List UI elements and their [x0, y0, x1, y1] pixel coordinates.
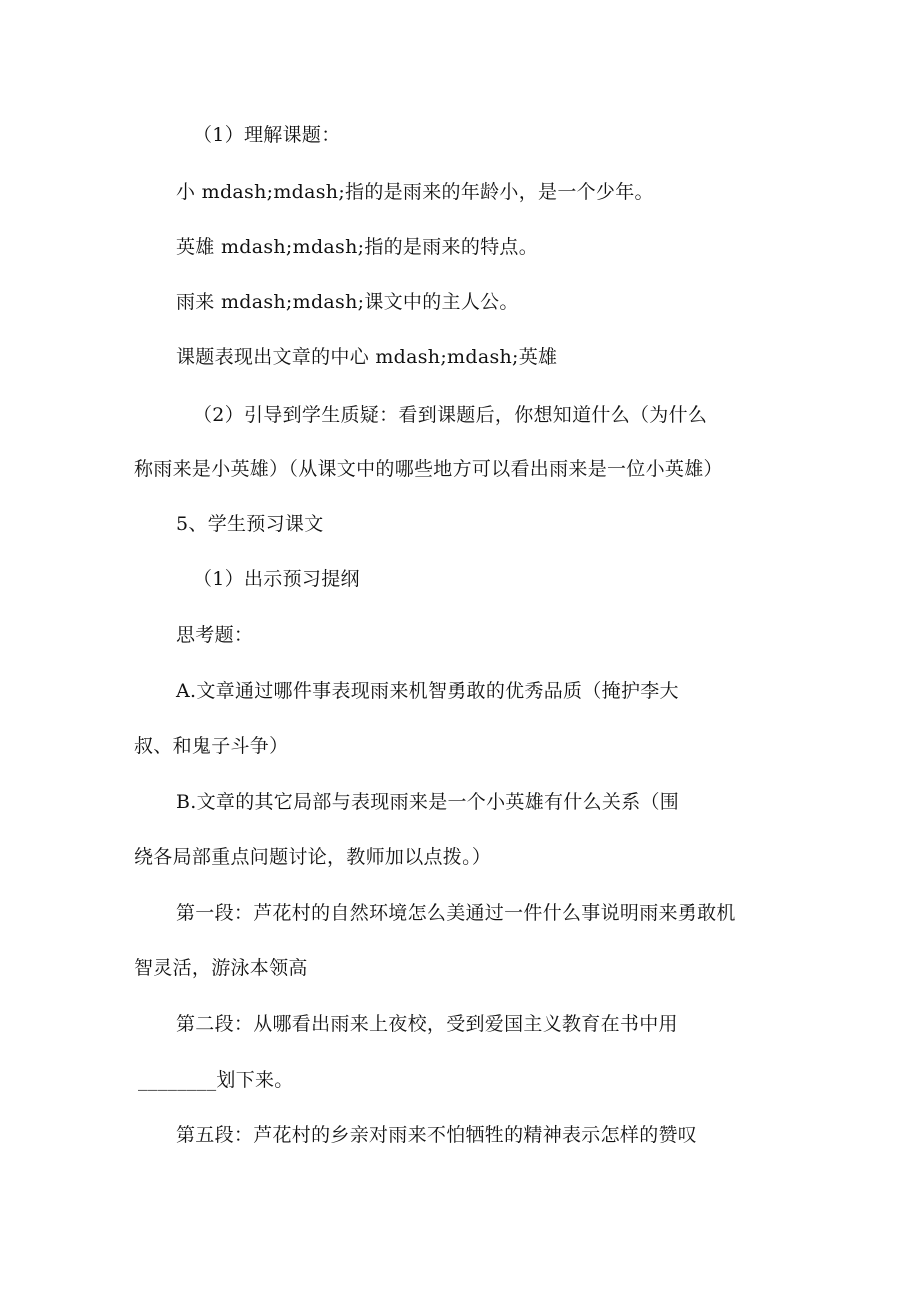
text-line: 课题表现出文章的中心 mdash;mdash;英雄: [176, 346, 558, 368]
text-line: （1）出示预习提纲: [193, 568, 360, 590]
text-line: 雨来 mdash;mdash;课文中的主人公。: [176, 291, 519, 313]
text-line: （1）理解课题：: [193, 124, 341, 146]
text-line: 第五段：芦花村的乡亲对雨来不怕牺牲的精神表示怎样的赞叹: [176, 1124, 698, 1146]
text-line: 英雄 mdash;mdash;指的是雨来的特点。: [176, 236, 539, 258]
text-line: B.文章的其它局部与表现雨来是一个小英雄有什么关系（围: [176, 791, 680, 813]
text-line: 称雨来是小英雄）（从课文中的哪些地方可以看出雨来是一位小英雄）: [134, 458, 723, 480]
text-line: A.文章通过哪件事表现雨来机智勇敢的优秀品质（掩护李大: [176, 680, 679, 702]
text-line: 叔、和鬼子斗争）: [134, 735, 289, 757]
text-line: 绕各局部重点问题讨论，教师加以点拨。）: [134, 846, 492, 868]
text-line: 小 mdash;mdash;指的是雨来的年龄小，是一个少年。: [176, 181, 654, 203]
text-line: 第一段：芦花村的自然环境怎么美通过一件什么事说明雨来勇敢机: [176, 902, 736, 924]
text-line: （2）引导到学生质疑：看到课题后，你想知道什么（为什么: [193, 404, 708, 426]
text-line: ________划下来。: [138, 1069, 294, 1091]
text-line: 5、学生预习课文: [176, 513, 324, 535]
text-line: 智灵活，游泳本领高: [134, 957, 308, 979]
text-line: 第二段：从哪看出雨来上夜校，受到爱国主义教育在书中用: [176, 1013, 678, 1035]
text-line: 思考题：: [176, 624, 254, 646]
